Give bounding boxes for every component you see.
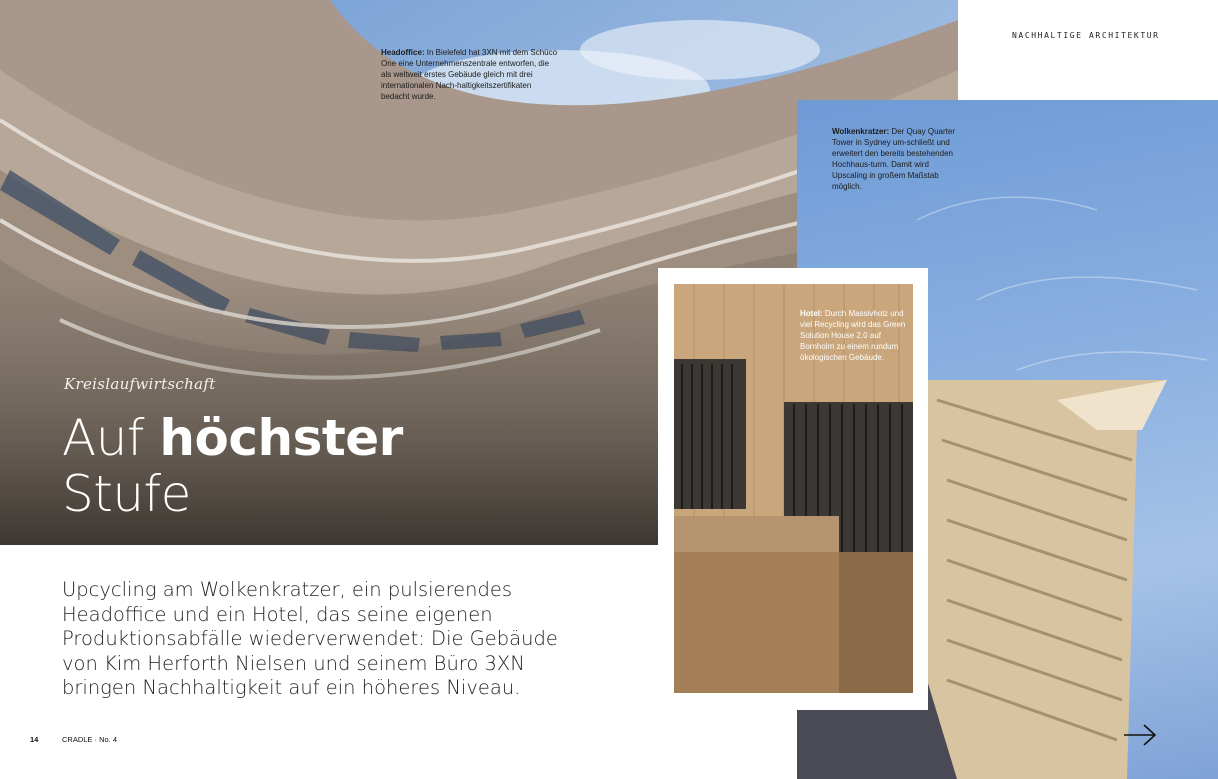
article-kicker: Kreislaufwirtschaft	[64, 375, 216, 393]
caption-wolkenkratzer	[832, 126, 962, 192]
caption-headoffice	[381, 47, 561, 102]
caption-hotel-text: Durch Massivholz und viel Recycling wird das Green Solution House 2.0 auf Bornholm zu einem rundum ökologischen Gebäude.	[800, 309, 906, 362]
caption-hotel	[800, 308, 910, 363]
section-label: NACHHALTIGE ARCHITEKTUR	[1012, 31, 1160, 40]
caption-wolkenkratzer-text: Der Quay Quarter Tower in Sydney um-schließt und erweitert den bereits bestehenden Hochhaus-turm. Damit wird Upscaling in großem Maßstab möglich.	[832, 127, 956, 191]
magazine-name: CRADLE · No. 4	[62, 735, 118, 744]
page-number: 14	[30, 735, 39, 744]
caption-headoffice-text: In Bielefeld hat 3XN mit dem Schüco One eine Unternehmenszentrale entworfen, die als weltweit erstes Gebäude gleich mit drei internationalen Nach-haltigkeitszertifikaten bedacht wurde.	[381, 48, 558, 101]
caption-wolkenkratzer-label: Wolkenkratzer:	[832, 127, 890, 136]
right-page-header	[958, 0, 1218, 100]
article-headline	[62, 410, 403, 522]
article-lead: Upcycling am Wolkenkratzer, ein pulsierendes Headoffice und ein Hotel, das seine eigenen Produktionsabfälle wiederverwendet: Die Gebäude von Kim Herforth Nielsen und seinem Büro 3XN bringen Nachhaltigkeit auf ein höheres Niveau.	[62, 578, 558, 699]
caption-hotel-label: Hotel:	[800, 309, 823, 318]
caption-headoffice-label: Headoffice:	[381, 48, 425, 57]
headline-part-1: Auf	[62, 409, 160, 467]
headline-part-2: Stufe	[62, 465, 191, 523]
arrow-right-icon[interactable]	[1122, 720, 1158, 750]
headline-bold: höchster	[159, 409, 403, 467]
